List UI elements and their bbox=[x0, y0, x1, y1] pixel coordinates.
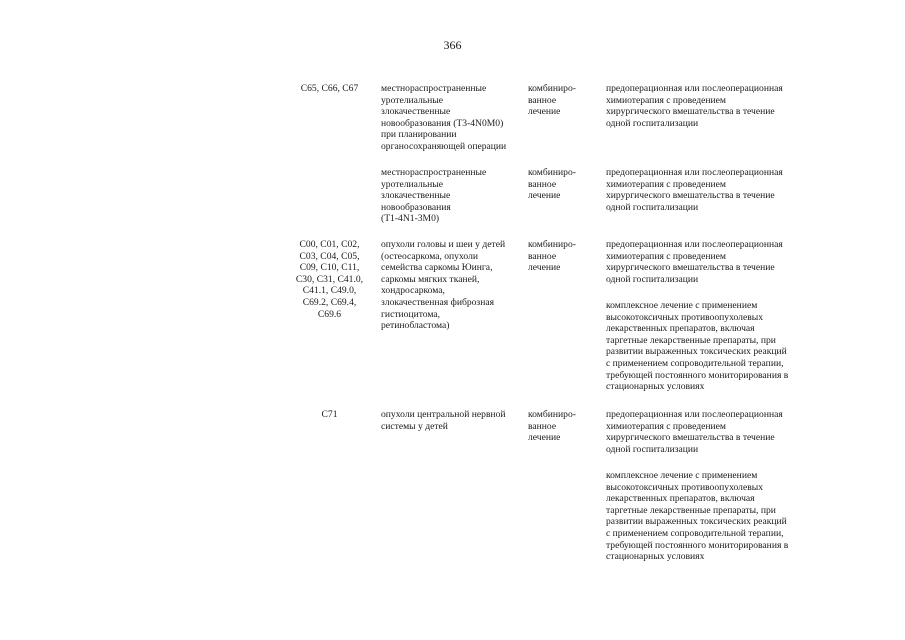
diagnosis: опухоли головы и шеи у детей (остеосаркома, опухоли семейства саркомы Юинга, саркомы мягких тканей, хондросаркома, злокачественная фиброзная гистиоцитома, ретинобластома) bbox=[381, 239, 506, 332]
icd-codes: C71 bbox=[321, 409, 338, 420]
treatment-method: предоперационная или послеоперационная химиотерапия с проведением хирургического вмешательства в течение одной госпитализации bbox=[606, 409, 783, 455]
diagnosis: местнораспространенные уротелиальные злокачественные новообразования (T1-4N1-3M0) bbox=[381, 167, 487, 225]
diagnosis: опухоли центральной нервной системы у детей bbox=[381, 409, 506, 432]
icd-codes: C00, C01, C02, C03, C04, C05, C09, C10, C11, C30, C31, C41.0, C41.1, C49.0, C69.2, C69.4, C69.6 bbox=[295, 239, 364, 320]
icd-codes: C65, C66, C67 bbox=[300, 83, 359, 94]
treatment-method: предоперационная или послеоперационная химиотерапия с проведением хирургического вмешательства в течение одной госпитализации bbox=[606, 239, 783, 285]
treatment-method: предоперационная или послеоперационная химиотерапия с проведением хирургического вмешательства в течение одной госпитализации bbox=[606, 83, 783, 129]
treatment-type: комбиниро- ванное лечение bbox=[528, 167, 576, 202]
treatment-type: комбиниро- ванное лечение bbox=[528, 409, 576, 444]
treatment-type: комбиниро- ванное лечение bbox=[528, 239, 576, 274]
treatment-method-secondary: комплексное лечение с применением высокотоксичных противоопухолевых лекарственных препаратов, включая таргетные лекарственные препараты, при развитии выраженных токсических реакций с применением сопроводительной терапии, требующей постоянного мониторирования в стационарных условиях bbox=[606, 470, 789, 563]
treatment-method-secondary: комплексное лечение с применением высокотоксичных противоопухолевых лекарственных препаратов, включая таргетные лекарственные препараты, при развитии выраженных токсических реакций с применением сопроводительной терапии, требующей постоянного мониторирования в стационарных условиях bbox=[606, 300, 789, 393]
treatment-method: предоперационная или послеоперационная химиотерапия с проведением хирургического вмешательства в течение одной госпитализации bbox=[606, 167, 783, 213]
page-number: 366 bbox=[443, 38, 462, 52]
diagnosis: местнораспространенные уротелиальные злокачественные новообразования (T3-4N0M0) при планировании органосохраняющей операции bbox=[381, 83, 507, 152]
treatment-type: комбиниро- ванное лечение bbox=[528, 83, 576, 118]
